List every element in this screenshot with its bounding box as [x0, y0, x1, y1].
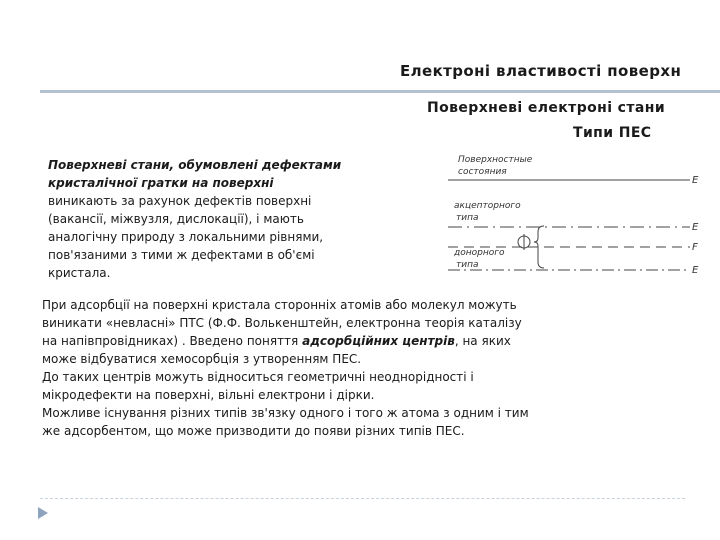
level-letter-2: E: [692, 222, 699, 233]
title-divider: [40, 90, 720, 93]
defect-states-line-4: пов'язаними з тими ж дефектами в об'ємі: [48, 248, 315, 262]
adsorption-line-3: [42, 332, 682, 350]
adsorption-line-7: Можливе існування різних типів зв'язку одного і того ж атома з одним і тим: [42, 406, 529, 420]
adsorption-line-3-pre: на напівпровідниках) . Введено поняття: [42, 334, 303, 348]
next-slide-arrow-icon[interactable]: [37, 506, 49, 520]
label-donor-2: типа: [456, 260, 479, 270]
label-donor-1: донорного: [454, 248, 505, 258]
level-letter-3: F: [692, 242, 698, 253]
footer-divider: [40, 498, 685, 499]
adsorption-line-6: мікродефекти на поверхні, вільні електрони і дірки.: [42, 388, 375, 402]
adsorption-line-3-post: , на яких: [454, 334, 511, 348]
defect-states-line-3: аналогічну природу з локальними рівнями,: [48, 230, 324, 244]
slide-subtitle: Поверхневі електроні стани: [427, 100, 666, 116]
label-acceptor-1: акцепторного: [454, 201, 521, 211]
adsorption-line-1: При адсорбції на поверхні кристала сторонніх атомів або молекул можуть: [42, 298, 517, 312]
defect-states-line-1: виникають за рахунок дефектів поверхні: [48, 194, 312, 208]
label-surface-states-1: Поверхностные: [458, 155, 533, 165]
defect-states-heading-1: Поверхневі стани, обумовлені дефектами: [48, 158, 342, 172]
slide-title: Електроні властивості поверхн: [400, 62, 682, 80]
adsorption-line-5: До таких центрів можуть відноситься геометричні неоднорідності і: [42, 370, 474, 384]
adsorption-line-4: може відбуватися хемосорбція з утворенням ПЕС.: [42, 352, 362, 366]
slide-subtitle-types: Типи ПЕС: [573, 125, 652, 141]
level-letter-4: E: [692, 265, 699, 276]
adsorption-paragraph: [42, 296, 682, 440]
label-acceptor-2: типа: [456, 213, 479, 223]
defect-states-line-5: кристала.: [48, 266, 111, 280]
adsorption-line-2: виникати «невласні» ПТС (Ф.Ф. Волькенштейн, електронна теорія каталізу: [42, 316, 522, 330]
adsorption-line-8: же адсорбентом, що може призводити до появи різних типів ПЕС.: [42, 424, 465, 438]
defect-states-line-2: (вакансії, міжвузля, дислокації), і мають: [48, 212, 304, 226]
level-letter-1: E: [692, 175, 699, 186]
surface-states-diagram: [440, 150, 720, 278]
adsorption-centers-term: адсорбційних центрів: [302, 334, 455, 348]
defect-states-paragraph: [48, 156, 418, 282]
defect-states-heading-2: кристалічної гратки на поверхні: [48, 176, 274, 190]
label-surface-states-2: состояния: [458, 167, 507, 177]
